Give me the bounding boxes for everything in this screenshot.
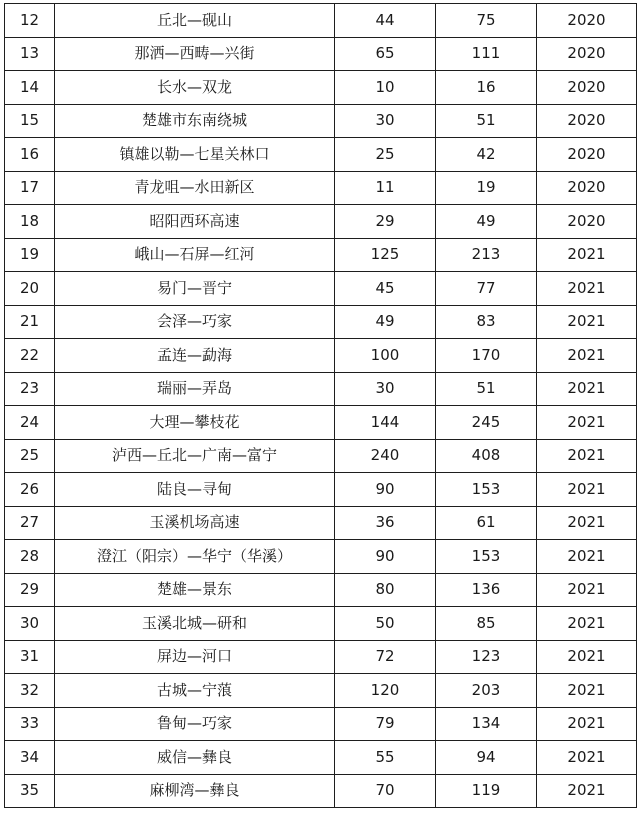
route-name-cell: 那洒—西畴—兴街	[55, 37, 335, 71]
value-a-cell: 36	[335, 506, 436, 540]
route-name-cell: 镇雄以勒—七星关林口	[55, 138, 335, 172]
route-name-cell: 楚雄—景东	[55, 573, 335, 607]
table-row	[5, 741, 637, 775]
row-number-cell: 18	[5, 205, 55, 239]
table-row	[5, 372, 637, 406]
value-b-cell: 42	[436, 138, 537, 172]
value-b-cell: 136	[436, 573, 537, 607]
route-name-cell: 泸西—丘北—广南—富宁	[55, 439, 335, 473]
value-b-cell: 153	[436, 473, 537, 507]
value-a-cell: 45	[335, 272, 436, 306]
row-number-cell: 15	[5, 104, 55, 138]
row-number-cell: 20	[5, 272, 55, 306]
year-cell: 2021	[537, 339, 637, 373]
route-name-cell: 鲁甸—巧家	[55, 707, 335, 741]
row-number-cell: 19	[5, 238, 55, 272]
value-b-cell: 49	[436, 205, 537, 239]
year-cell: 2021	[537, 506, 637, 540]
value-b-cell: 85	[436, 607, 537, 641]
value-a-cell: 11	[335, 171, 436, 205]
value-a-cell: 29	[335, 205, 436, 239]
row-number-cell: 32	[5, 674, 55, 708]
value-a-cell: 125	[335, 238, 436, 272]
table-row	[5, 573, 637, 607]
value-b-cell: 111	[436, 37, 537, 71]
route-name-cell: 玉溪北城—研和	[55, 607, 335, 641]
year-cell: 2021	[537, 707, 637, 741]
row-number-cell: 12	[5, 4, 55, 38]
route-name-cell: 楚雄市东南绕城	[55, 104, 335, 138]
value-b-cell: 134	[436, 707, 537, 741]
value-a-cell: 144	[335, 406, 436, 440]
value-b-cell: 75	[436, 4, 537, 38]
table-row	[5, 171, 637, 205]
table-row	[5, 640, 637, 674]
table-row	[5, 4, 637, 38]
value-a-cell: 120	[335, 674, 436, 708]
year-cell: 2021	[537, 305, 637, 339]
route-name-cell: 麻柳湾—彝良	[55, 774, 335, 808]
row-number-cell: 13	[5, 37, 55, 71]
table-row	[5, 540, 637, 574]
value-a-cell: 65	[335, 37, 436, 71]
value-a-cell: 72	[335, 640, 436, 674]
year-cell: 2020	[537, 71, 637, 105]
value-a-cell: 30	[335, 104, 436, 138]
row-number-cell: 17	[5, 171, 55, 205]
value-b-cell: 119	[436, 774, 537, 808]
route-name-cell: 青龙咀—水田新区	[55, 171, 335, 205]
row-number-cell: 29	[5, 573, 55, 607]
route-name-cell: 屏边—河口	[55, 640, 335, 674]
value-b-cell: 61	[436, 506, 537, 540]
value-b-cell: 123	[436, 640, 537, 674]
value-a-cell: 90	[335, 540, 436, 574]
value-a-cell: 50	[335, 607, 436, 641]
year-cell: 2021	[537, 406, 637, 440]
table-row	[5, 506, 637, 540]
value-a-cell: 55	[335, 741, 436, 775]
route-name-cell: 会泽—巧家	[55, 305, 335, 339]
table-row	[5, 205, 637, 239]
row-number-cell: 26	[5, 473, 55, 507]
year-cell: 2021	[537, 372, 637, 406]
route-name-cell: 易门—晋宁	[55, 272, 335, 306]
route-name-cell: 昭阳西环高速	[55, 205, 335, 239]
route-name-cell: 峨山—石屏—红河	[55, 238, 335, 272]
route-name-cell: 陆良—寻甸	[55, 473, 335, 507]
row-number-cell: 34	[5, 741, 55, 775]
year-cell: 2020	[537, 171, 637, 205]
table-row	[5, 439, 637, 473]
value-a-cell: 240	[335, 439, 436, 473]
value-a-cell: 100	[335, 339, 436, 373]
row-number-cell: 16	[5, 138, 55, 172]
value-b-cell: 408	[436, 439, 537, 473]
route-name-cell: 瑞丽—弄岛	[55, 372, 335, 406]
row-number-cell: 31	[5, 640, 55, 674]
table-row	[5, 138, 637, 172]
year-cell: 2021	[537, 540, 637, 574]
route-name-cell: 大理—攀枝花	[55, 406, 335, 440]
table-row	[5, 406, 637, 440]
year-cell: 2021	[537, 473, 637, 507]
table-row	[5, 607, 637, 641]
table-row	[5, 37, 637, 71]
row-number-cell: 30	[5, 607, 55, 641]
table-row	[5, 774, 637, 808]
year-cell: 2021	[537, 607, 637, 641]
table-row	[5, 339, 637, 373]
value-b-cell: 51	[436, 372, 537, 406]
row-number-cell: 28	[5, 540, 55, 574]
route-name-cell: 孟连—勐海	[55, 339, 335, 373]
value-a-cell: 25	[335, 138, 436, 172]
value-a-cell: 80	[335, 573, 436, 607]
year-cell: 2020	[537, 104, 637, 138]
year-cell: 2021	[537, 774, 637, 808]
route-name-cell: 威信—彝良	[55, 741, 335, 775]
value-a-cell: 79	[335, 707, 436, 741]
year-cell: 2020	[537, 205, 637, 239]
value-a-cell: 44	[335, 4, 436, 38]
value-b-cell: 83	[436, 305, 537, 339]
route-name-cell: 长水—双龙	[55, 71, 335, 105]
value-a-cell: 10	[335, 71, 436, 105]
value-b-cell: 245	[436, 406, 537, 440]
year-cell: 2020	[537, 37, 637, 71]
value-b-cell: 213	[436, 238, 537, 272]
value-b-cell: 16	[436, 71, 537, 105]
value-b-cell: 153	[436, 540, 537, 574]
route-name-cell: 古城—宁蒗	[55, 674, 335, 708]
row-number-cell: 23	[5, 372, 55, 406]
table-row	[5, 707, 637, 741]
row-number-cell: 14	[5, 71, 55, 105]
route-name-cell: 丘北—砚山	[55, 4, 335, 38]
value-a-cell: 30	[335, 372, 436, 406]
year-cell: 2020	[537, 4, 637, 38]
value-b-cell: 77	[436, 272, 537, 306]
table-row	[5, 71, 637, 105]
row-number-cell: 22	[5, 339, 55, 373]
value-a-cell: 70	[335, 774, 436, 808]
row-number-cell: 24	[5, 406, 55, 440]
value-b-cell: 51	[436, 104, 537, 138]
year-cell: 2021	[537, 674, 637, 708]
row-number-cell: 25	[5, 439, 55, 473]
table-row	[5, 305, 637, 339]
route-name-cell: 澄江（阳宗）—华宁（华溪）	[55, 540, 335, 574]
table-row	[5, 104, 637, 138]
value-a-cell: 90	[335, 473, 436, 507]
year-cell: 2021	[537, 439, 637, 473]
value-a-cell: 49	[335, 305, 436, 339]
row-number-cell: 21	[5, 305, 55, 339]
value-b-cell: 19	[436, 171, 537, 205]
table-row	[5, 238, 637, 272]
table-row	[5, 674, 637, 708]
year-cell: 2021	[537, 272, 637, 306]
year-cell: 2021	[537, 238, 637, 272]
value-b-cell: 170	[436, 339, 537, 373]
highway-project-table	[4, 3, 637, 808]
table-row	[5, 473, 637, 507]
year-cell: 2020	[537, 138, 637, 172]
value-b-cell: 94	[436, 741, 537, 775]
value-b-cell: 203	[436, 674, 537, 708]
year-cell: 2021	[537, 640, 637, 674]
row-number-cell: 33	[5, 707, 55, 741]
table-body	[5, 4, 637, 808]
row-number-cell: 35	[5, 774, 55, 808]
table-row	[5, 272, 637, 306]
route-name-cell: 玉溪机场高速	[55, 506, 335, 540]
year-cell: 2021	[537, 573, 637, 607]
row-number-cell: 27	[5, 506, 55, 540]
year-cell: 2021	[537, 741, 637, 775]
